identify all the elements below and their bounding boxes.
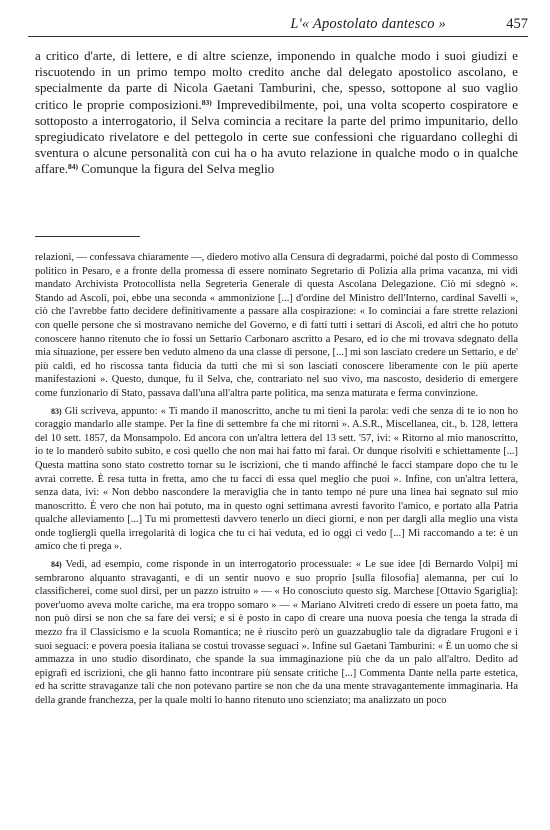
footnote-text-83: Gli scriveva, appunto: « Ti mando il manoscritto, anche tu mi tieni la parola: vedi che senza di te io non ho coraggio mandarlo alle stampe. Per la fine di settembre fa che mi ritorni ». A.S.R., Miscellanea, cit., b. 128, lettera del 10 sett. 1857, da Monsampolo. Ed ancora con un'altra lettera del 13 sett. '57, ivi: « Ritorno al mio manoscritto, io te lo manderò subito subito, e così quello che non mai hai fatto mi farai. Or dunque risolviti e schiettamente [...] Questa mattina sono stato costretto tornar su le iscrizioni, che ti mando affinché le facci stampare dopo che tu le avrai corrette. È resa tutta in fretta, amo che tu facci di essa quel meglio che puoi ». Infine, con un'altra lettera, senza data, ivi: « Non debbo nascondere la meraviglia che in tanto tempo né pure una linea hai segnato sul mio manoscritto. È vero che non hai potuto, ma in questo ogni settimana avresti favorito l'amico, e portato alla Patria qualche alleviamento [...] Tu mi promettesti davvero tenerlo un dieci giorni, e non per dargli alla meglio una vista onde togliergli quella irregolarità di logica che tu ci hai veduta, ed io oggi ci vedo [...] Mi raccomando a te: è un amico che ti prega ». — [35, 405, 518, 553]
footnotes — [35, 251, 518, 708]
footnote-separator — [35, 236, 140, 237]
page-number: 457 — [506, 16, 528, 32]
body-text-part1: a critico d'arte, di lettere, e di altre scienze, imponendo in qualche modo i suoi giudizi e riscuotendo in un primo tempo molto credito anche dal delegato apostolico ascolano, e specialmente da parte di Nicola Gaetani Tamburini, che, spesso, sottopone al suo vaglio critico le proprie composizioni. — [35, 49, 518, 112]
page-header — [28, 10, 528, 37]
footnote-ref-83: 83) — [201, 97, 212, 107]
footnote-83 — [35, 405, 518, 555]
footnote-text-84: Vedi, ad esempio, come risponde in un interrogatorio processuale: « Le sue idee [di Bernardo Volpi] mi sembrarono alquanto stravaganti, e di un sentir nuovo e suo proprio [sulla filosofia] alemanna, per cui lo classificherei, come suol dirsi, per un pazzo istruito » — « Ho conosciuto questo sig. Marchese [Ottavio Sgariglia]: pover'uomo aveva molte cariche, ma era troppo somaro » — « Mariano Alvitreti credo di essere un poeta fatto, ma non può dirsi se non che sa fare dei versi; e si è posto in capo di creare una nuova poesia che tenga la strada di mezzo fra il Classicismo e la scuola Romantica; ne è riuscito però un guazzabuglio tale da digradare Frugoni e i suoi seguaci: e povera poesia italiana se costui trovasse seguaci ». Infine sul Gaetani Tamburini: « È un uomo che si ammazza in uno studio disordinato, che spande la sua immaginazione più che da un palo all'altro. Dedito ad epigrafi ed iscrizioni, che gli hanno fatto incontrare più sensate critiche [...] Commenta Dante nella parte estetica, ed ha scritte stravaganze tali che non potevano partire se non che da una mente stravagantemente immaginaria. Ha della grande franchezza, per la quale molti lo hanno ritenuto uno scienziato; ma analizzato un poco — [35, 559, 518, 706]
footnote-continuation: relazioni, — confessava chiaramente —, diedero motivo alla Censura di degradarmi, poiché dal posto di Commesso politico in Pesaro, e a fronte della promessa di essere nominato Segretario di Polizia alla prima vacanza, mi vidi mandato Archivista Protocollista nella Segreteria Generale di questa Ascolana Delegazione. Ciò mi sdegnò ». Stando ad Ascoli, poi, ebbe una seconda « ammonizione [...] d'ordine del Ministro dell'Interno, cardinal Savelli », ciò che l'avrebbe fatto decidere definitivamente a passare alla cospirazione: « Io cominciai a fare strette relazioni con quelle persone che si mostravano nemiche del Governo, e di fatti tutti i settari di Ascoli, ed altri che ho potuto conoscere hanno ritenuto che io fossi un Settario Carbonaro ascritto a Pesaro, ed io che mi trovava sdegnato della mia situazione, per essere ben veduto almeno da una classe di persone, [...] mi son lasciato credere un Settario, e de' più caldi, ed ho riscossa tanta fiducia da tutti che mi si son lasciati conoscere liberamente con le più aperte manifestazioni ». Questo, dunque, fu il Selva, che, contrariato nel suo vivo, ma nascosto, desiderio di emergere come funzionario di Stato, passava dall'una all'altra parte politica, ma senza maturata e ferma convinzione. — [35, 252, 518, 399]
footnote-number-83: 83) — [51, 406, 62, 416]
footnote-84 — [35, 558, 518, 708]
footnote-ref-84: 84) — [68, 162, 79, 172]
body-text-part2: Imprevedibilmente, poi, una volta scoperto cospiratore e sottoposto a interrogatorio, il Selva comincia a recitare la parte del primo impunitario, dello spregiudicato rivelatore e del pettegolo in certe sue confessioni che riguardano colleghi di sventura o alcune personalità con cui ha o ha avuto relazione in qualche modo o in qualche affare. — [35, 97, 518, 177]
running-title: L'« Apostolato dantesco » — [290, 16, 446, 32]
body-paragraph — [35, 48, 518, 178]
body-text-part3: Comunque la figura del Selva meglio — [78, 162, 275, 177]
body-text — [35, 48, 518, 178]
footnote-number-84: 84) — [51, 560, 62, 570]
